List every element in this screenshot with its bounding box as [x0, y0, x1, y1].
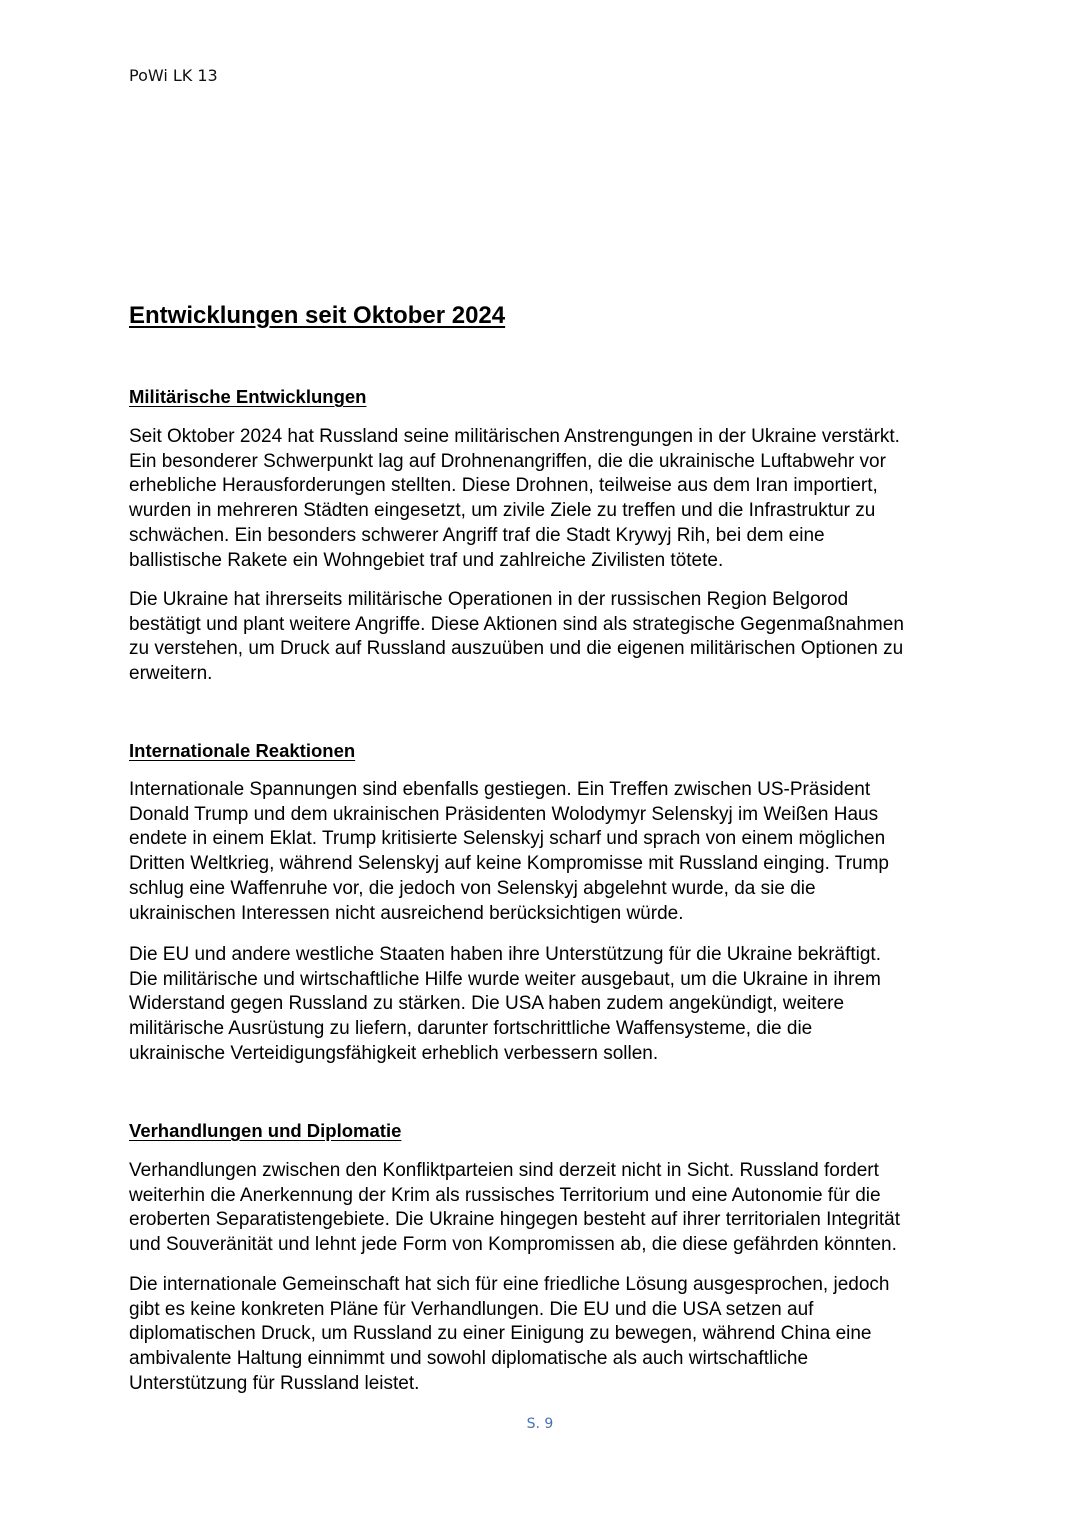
paragraph	[129, 778, 889, 926]
paragraph-line: diplomatischen Druck, um Russland zu einer Einigung zu bewegen, während China eine	[129, 1323, 872, 1345]
paragraph-line: Die Ukraine hat ihrerseits militärische Operationen in der russischen Region Belgorod	[129, 589, 849, 610]
paragraph-line: Donald Trump und dem ukrainischen Präsidenten Wolodymyr Selenskyj im Weißen Haus	[129, 803, 879, 825]
paragraph	[129, 425, 900, 573]
paragraph-line: Dritten Weltkrieg, während Selenskyj auf keine Kompromisse mit Russland einging. Trump	[129, 853, 889, 875]
paragraph-line: Die EU und andere westliche Staaten haben ihre Unterstützung für die Ukraine bekräftigt.	[129, 944, 881, 965]
paragraph-line: gibt es keine konkreten Pläne für Verhandlungen. Die EU und die USA setzen auf	[129, 1298, 814, 1320]
section-heading: Militärische Entwicklungen	[129, 386, 367, 407]
paragraph	[129, 1273, 889, 1397]
section-heading: Verhandlungen und Diplomatie	[129, 1120, 402, 1141]
paragraph-line: Seit Oktober 2024 hat Russland seine militärischen Anstrengungen in der Ukraine verstärkt.	[129, 426, 900, 447]
paragraph-line: weiterhin die Anerkennung der Krim als russisches Territorium und eine Autonomie für die	[129, 1184, 881, 1206]
paragraph-line: ballistische Rakete ein Wohngebiet traf und zahlreiche Zivilisten tötete.	[129, 549, 724, 571]
paragraph-line: ukrainischen Interessen nicht ausreichend berücksichtigen würde.	[129, 902, 684, 924]
paragraph-line: erweitern.	[129, 663, 213, 685]
page-header: PoWi LK 13	[129, 66, 218, 85]
paragraph-line: Widerstand gegen Russland zu stärken. Die USA haben zudem angekündigt, weitere	[129, 993, 845, 1015]
paragraph	[129, 1159, 900, 1258]
paragraph-line: erhebliche Herausforderungen stellten. Diese Drohnen, teilweise aus dem Iran importiert,	[129, 475, 878, 497]
paragraph-line: Ein besonderer Schwerpunkt lag auf Drohnenangriffen, die die ukrainische Luftabwehr vor	[129, 450, 886, 472]
paragraph	[129, 943, 881, 1067]
paragraph-line: Die militärische und wirtschaftliche Hilfe wurde weiter ausgebaut, um die Ukraine in ihrem	[129, 968, 881, 990]
paragraph-line: und Souveränität und lehnt jede Form von Kompromissen ab, die diese gefährden könnten.	[129, 1234, 897, 1256]
paragraph-line: Verhandlungen zwischen den Konfliktparteien sind derzeit nicht in Sicht. Russland fordert	[129, 1160, 879, 1181]
paragraph-line: schwächen. Ein besonders schwerer Angriff traf die Stadt Krywyj Rih, bei dem eine	[129, 524, 825, 546]
section-heading: Internationale Reaktionen	[129, 740, 356, 761]
paragraph-line: militärische Ausrüstung zu liefern, darunter fortschrittliche Waffensysteme, die die	[129, 1018, 813, 1040]
paragraph-line: Internationale Spannungen sind ebenfalls gestiegen. Ein Treffen zwischen US-Präsident	[129, 779, 871, 800]
paragraph-line: ukrainische Verteidigungsfähigkeit erheblich verbessern sollen.	[129, 1042, 659, 1064]
paragraph-line: zu verstehen, um Druck auf Russland auszuüben und die eigenen militärischen Optionen zu	[129, 638, 904, 660]
paragraph	[129, 588, 904, 687]
paragraph-line: ambivalente Haltung einnimmt und sowohl diplomatische als auch wirtschaftliche	[129, 1348, 809, 1370]
paragraph-line: endete in einem Eklat. Trump kritisierte Selenskyj scharf und sprach von einem möglichen	[129, 828, 886, 850]
paragraph-line: Unterstützung für Russland leistet.	[129, 1372, 420, 1394]
page-number: S. 9	[526, 1416, 554, 1432]
document-title: Entwicklungen seit Oktober 2024	[129, 302, 506, 329]
paragraph-line: eroberten Separatistengebiete. Die Ukraine hingegen besteht auf ihrer territorialen Integrität	[129, 1209, 901, 1231]
paragraph-line: bestätigt und plant weitere Angriffe. Diese Aktionen sind als strategische Gegenmaßnahmen	[129, 613, 904, 635]
paragraph-line: schlug eine Waffenruhe vor, die jedoch von Selenskyj abgelehnt wurde, da sie die	[129, 877, 816, 899]
paragraph-line: Die internationale Gemeinschaft hat sich für eine friedliche Lösung ausgesprochen, jedoch	[129, 1274, 890, 1295]
paragraph-line: wurden in mehreren Städten eingesetzt, um zivile Ziele zu treffen und die Infrastruktur zu	[129, 500, 876, 522]
